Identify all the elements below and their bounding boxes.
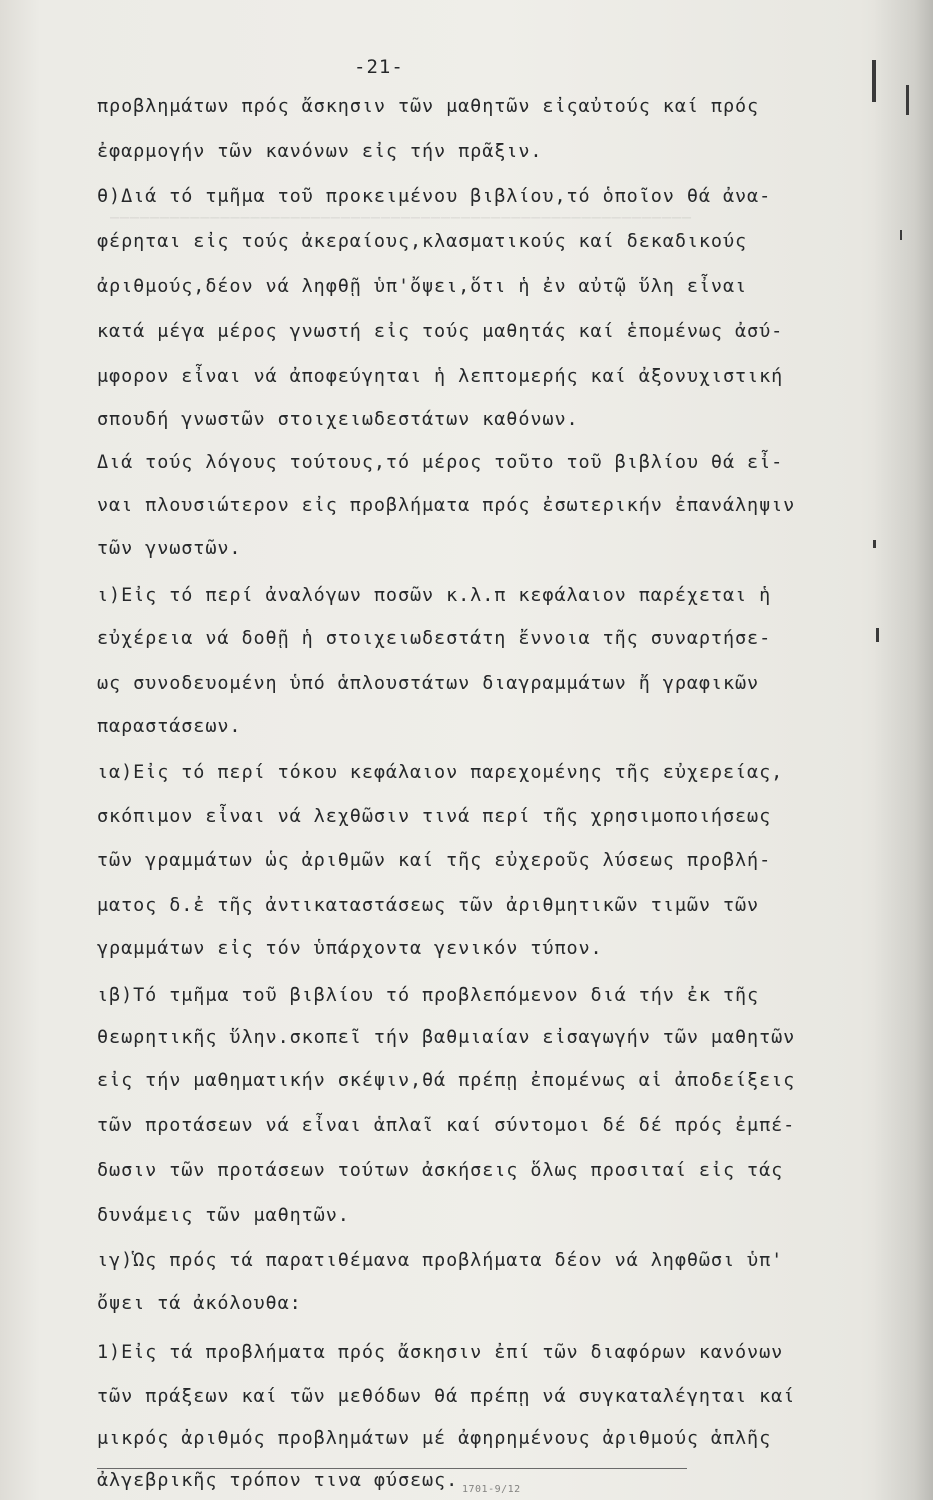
margin-mark <box>876 628 879 642</box>
text-line: γραμμάτων εἰς τόν ὑπάρχοντα γενικόν τύπον. <box>97 938 603 959</box>
text-line: ιβ)Τό τμῆμα τοῦ βιβλίου τό προβλεπόμενον διά τήν ἐκ τῆς <box>97 985 760 1006</box>
text-line: ματος δ.ἐ τῆς ἀντικαταστάσεως τῶν ἀριθμητικῶν τιμῶν τῶν <box>97 895 760 916</box>
text-line: μφορον εἶναι νά ἀποφεύγηται ἡ λεπτομερής καί ἀξονυχιστική <box>97 366 784 387</box>
text-line: προβλημάτων πρός ἄσκησιν τῶν μαθητῶν εἰςαὐτούς καί πρός <box>97 96 760 117</box>
text-line: ναι πλουσιώτερον εἰς προβλήματα πρός ἐσωτερικήν ἐπανάληψιν <box>97 495 796 516</box>
text-line: φέρηται εἰς τούς ἀκεραίους,κλασματικούς καί δεκαδικούς <box>97 231 748 252</box>
margin-mark <box>872 60 876 102</box>
margin-mark <box>900 230 902 240</box>
text-line: ὄψει τά ἀκόλουθα: <box>97 1293 302 1314</box>
page-edge-shadow <box>873 0 933 1500</box>
text-line: μικρός ἀριθμός προβλημάτων μέ ἀφηρημένους ἀριθμούς ἁπλῆς <box>97 1428 772 1449</box>
text-line: σκόπιμον εἶναι νά λεχθῶσιν τινά περί τῆς χρησιμοποιήσεως <box>97 806 772 827</box>
text-line: σπουδή γνωστῶν στοιχειωδεστάτων καθόνων. <box>97 409 579 430</box>
text-line: ἀριθμούς,δέον νά ληφθῇ ὑπ'ὄψει,ὅτι ἡ ἐν αὐτῷ ὕλη εἶναι <box>97 276 748 297</box>
text-line: ιγ)Ὡς πρός τά παρατιθέμανα προβλήματα δέον νά ληφθῶσι ὑπ' <box>97 1250 784 1271</box>
text-line: εἰς τήν μαθηματικήν σκέψιν,θά πρέπῃ ἐπομένως αἱ ἀποδείξεις <box>97 1070 796 1091</box>
text-line: ι)Εἰς τό περί ἀναλόγων ποσῶν κ.λ.π κεφάλαιον παρέχεται ἡ <box>97 585 772 606</box>
text-line: ἐφαρμογήν τῶν κανόνων εἰς τήν πρᾶξιν. <box>97 141 543 162</box>
text-line: ια)Εἰς τό περί τόκου κεφάλαιον παρεχομένης τῆς εὐχερείας, <box>97 762 784 783</box>
text-line: τῶν γνωστῶν. <box>97 538 242 559</box>
text-line: ἀλγεβρικῆς τρόπον τινα φύσεως. <box>97 1470 459 1491</box>
bleed-through-text: ────────────────────────────────────────────────────────── <box>110 209 692 227</box>
page-number: -21- <box>354 56 404 78</box>
text-line: τῶν προτάσεων νά εἶναι ἁπλαῖ καί σύντομοι δέ δέ πρός ἐμπέ- <box>97 1115 796 1136</box>
text-line: Διά τούς λόγους τούτους,τό μέρος τοῦτο τοῦ βιβλίου θά εἶ- <box>97 452 784 473</box>
text-line: δωσιν τῶν προτάσεων τούτων ἀσκήσεις ὅλως προσιταί εἰς τάς <box>97 1160 784 1181</box>
text-line: θεωρητικῆς ὕλην.σκοπεῖ τήν βαθμιαίαν εἰσαγωγήν τῶν μαθητῶν <box>97 1027 796 1048</box>
text-line: κατά μέγα μέρος γνωστή εἰς τούς μαθητάς καί ἑπομένως ἀσύ- <box>97 321 784 342</box>
archive-stamp: 1701-9/12 <box>462 1484 521 1495</box>
text-line: ως συνοδευομένη ὑπό ἁπλουστάτων διαγραμμάτων ἤ γραφικῶν <box>97 673 760 694</box>
text-line: δυνάμεις τῶν μαθητῶν. <box>97 1205 350 1226</box>
text-line: θ)Διά τό τμῆμα τοῦ προκειμένου βιβλίου,τό ὁποῖον θά ἀνα- <box>97 186 772 207</box>
text-line: παραστάσεων. <box>97 716 242 737</box>
footer-rule <box>97 1468 687 1469</box>
text-line: εὐχέρεια νά δοθῇ ἡ στοιχειωδεστάτη ἔννοια τῆς συναρτήσε- <box>97 628 772 649</box>
text-line: 1)Εἰς τά προβλήματα πρός ἄσκησιν ἐπί τῶν διαφόρων κανόνων <box>97 1342 784 1363</box>
margin-mark <box>906 85 909 115</box>
text-line: τῶν γραμμάτων ὡς ἀριθμῶν καί τῆς εὐχεροῦς λύσεως προβλή- <box>97 850 772 871</box>
text-line: τῶν πράξεων καί τῶν μεθόδων θά πρέπῃ νά συγκαταλέγηται καί <box>97 1386 796 1407</box>
margin-mark <box>873 540 876 548</box>
